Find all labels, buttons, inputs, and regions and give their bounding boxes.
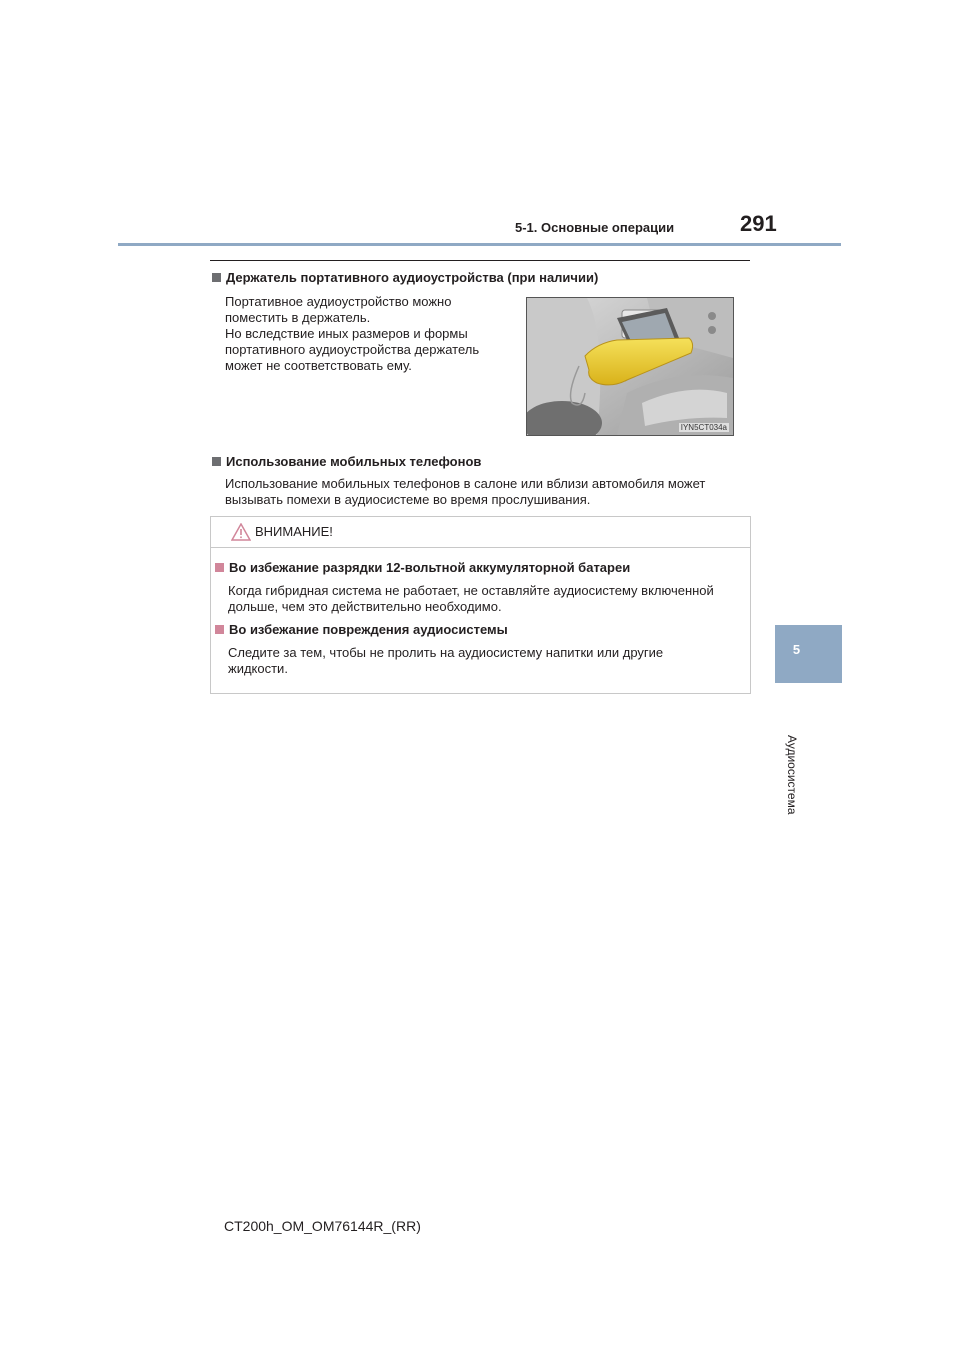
- phones-line: вызывать помехи в аудиосистеме во время прослушивания.: [225, 492, 591, 507]
- phones-heading-text: Использование мобильных телефонов: [226, 454, 482, 469]
- holder-line: Портативное аудиоустройство можно: [225, 294, 452, 309]
- warning-box: [210, 516, 751, 694]
- chapter-label: Аудиосистема: [785, 735, 799, 815]
- holder-illustration: [526, 297, 734, 436]
- phones-heading: [212, 454, 481, 469]
- square-bullet-icon: [212, 457, 221, 466]
- holder-line: поместить в держатель.: [225, 310, 371, 325]
- warning-line: Следите за тем, чтобы не пролить на аудиосистему напитки или другие: [228, 645, 664, 660]
- phones-paragraph: [225, 476, 746, 508]
- document-code: CT200h_OM_OM76144R_(RR): [224, 1218, 421, 1234]
- section-title: 5-1. Основные операции: [515, 220, 675, 235]
- phones-line: Использование мобильных телефонов в салоне или вблизи автомобиля может: [225, 476, 706, 491]
- square-bullet-icon: [212, 273, 221, 282]
- holder-line: может не соответствовать ему.: [225, 358, 412, 373]
- warning-line: Когда гибридная система не работает, не оставляйте аудиосистему включенной: [228, 583, 714, 598]
- holder-line: портативного аудиоустройства держатель: [225, 342, 480, 357]
- warning-item-heading-text: Во избежание разрядки 12-вольтной аккумуляторной батареи: [229, 560, 631, 575]
- warning-item-paragraph: [228, 583, 741, 615]
- warning-line: жидкости.: [228, 661, 288, 676]
- holder-photo-graphic: [527, 298, 733, 435]
- content-top-rule: [210, 260, 750, 261]
- square-bullet-icon: [215, 563, 224, 572]
- holder-heading: [212, 270, 598, 285]
- holder-line: Но вследствие иных размеров и формы: [225, 326, 468, 341]
- square-bullet-icon: [215, 625, 224, 634]
- chapter-number: 5: [792, 642, 801, 657]
- holder-heading-text: Держатель портативного аудиоустройства (при наличии): [226, 270, 599, 285]
- warning-item-heading: [215, 622, 508, 637]
- header-rule: [118, 243, 841, 246]
- warning-item-paragraph: [228, 645, 741, 677]
- page-number: 291: [740, 211, 777, 236]
- chapter-tab: [775, 625, 842, 683]
- warning-item-heading-text: Во избежание повреждения аудиосистемы: [229, 622, 508, 637]
- holder-paragraph: [225, 294, 505, 374]
- warning-triangle-icon: [231, 523, 251, 541]
- warning-title: ВНИМАНИЕ!: [255, 524, 333, 539]
- image-code: IYN5CT034a: [680, 423, 727, 432]
- warning-header: [211, 517, 750, 548]
- warning-line: дольше, чем это действительно необходимо.: [228, 599, 502, 614]
- warning-item-heading: [215, 560, 630, 575]
